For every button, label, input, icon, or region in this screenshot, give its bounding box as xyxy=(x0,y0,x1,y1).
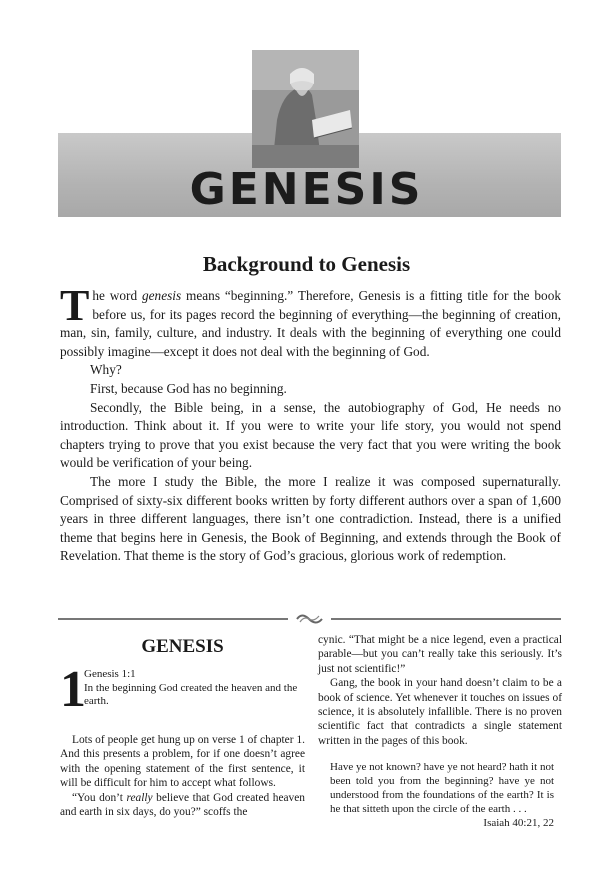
intro-paragraph-5: The more I study the Bible, the more I realize it was composed supernaturally. Comprised of sixty-six different books written by forty different authors over a span of 1,600 years in three different languages, there isn’t one contradiction. Instead, there is a unified theme that begins here in Genesis, the Book of Beginning, and extends through the Book of Revelation. That theme is the story of God’s gracious, glorious work of redemption. xyxy=(60,473,561,564)
page-title: GENESIS xyxy=(189,164,424,215)
commentary-heading: GENESIS xyxy=(141,636,224,657)
commentary-paragraph-2: “You don’t really believe that God created heaven and earth in six days, do you?” scoffs the xyxy=(60,791,305,819)
intro-paragraph-3: First, because God has no beginning. xyxy=(90,380,287,396)
section-divider xyxy=(58,609,561,629)
commentary-paragraph-3: cynic. “That might be a nice legend, even a practical parable—but you can’t really take this seriously. It’s just not scientific!” xyxy=(318,634,562,675)
verse-text xyxy=(84,668,304,709)
quote-reference: Isaiah 40:21, 22 xyxy=(483,817,554,830)
commentary-paragraph-1: Lots of people get hung up on verse 1 of chapter 1. And this presents a problem, for if one doesn’t agree with the opening statement of the first sentence, it will be difficult for him to accept what follows. xyxy=(60,734,305,790)
quote-text: Have ye not known? have ye not heard? hath it not been told you from the beginning? have ye not understood from the foundations of the earth? It is he that sitteth upon the circle of the earth . . . xyxy=(330,761,554,816)
scripture-quote xyxy=(330,760,554,830)
verse-chapter-number: 1 xyxy=(60,661,86,718)
intro-paragraph-1: The word genesis means “beginning.” Therefore, Genesis is a fitting title for the book before us, for its pages record the beginning of everything—the beginning of creation, man, sin, family, culture, and industry. It deals with the beginning of everything one could possibly imagine—except it does not deal with the beginning of God. xyxy=(60,281,561,359)
commentary-paragraph-4: Gang, the book in your hand doesn’t claim to be a book of science. Yet whenever it touches on issues of science, it is absolutely infallible. There is no proven scientific fact that contradicts a single statement written in the pages of this book. xyxy=(318,677,562,747)
intro-paragraph-2: Why? xyxy=(90,362,122,378)
header-illustration xyxy=(252,50,359,168)
verse-content: In the beginning God created the heaven and the earth. xyxy=(84,681,298,707)
verse-block xyxy=(60,661,305,718)
background-body xyxy=(60,281,561,566)
commentary-left-column xyxy=(60,633,305,819)
verse-reference: Genesis 1:1 xyxy=(84,668,136,680)
divider-line-right xyxy=(331,618,561,620)
section-heading: Background to Genesis xyxy=(202,252,411,276)
intro-paragraph-4: Secondly, the Bible being, in a sense, the autobiography of God, He needs no introduction. Think about it. If you were to write your life story, you would not spend chapters trying to prove that you exist because the very fact that you were writing the book would be verification of your being. xyxy=(60,399,561,471)
ornament-icon xyxy=(294,609,325,629)
divider-line-left xyxy=(58,618,288,620)
drop-cap: T xyxy=(60,281,90,330)
commentary-right-column xyxy=(318,633,562,830)
